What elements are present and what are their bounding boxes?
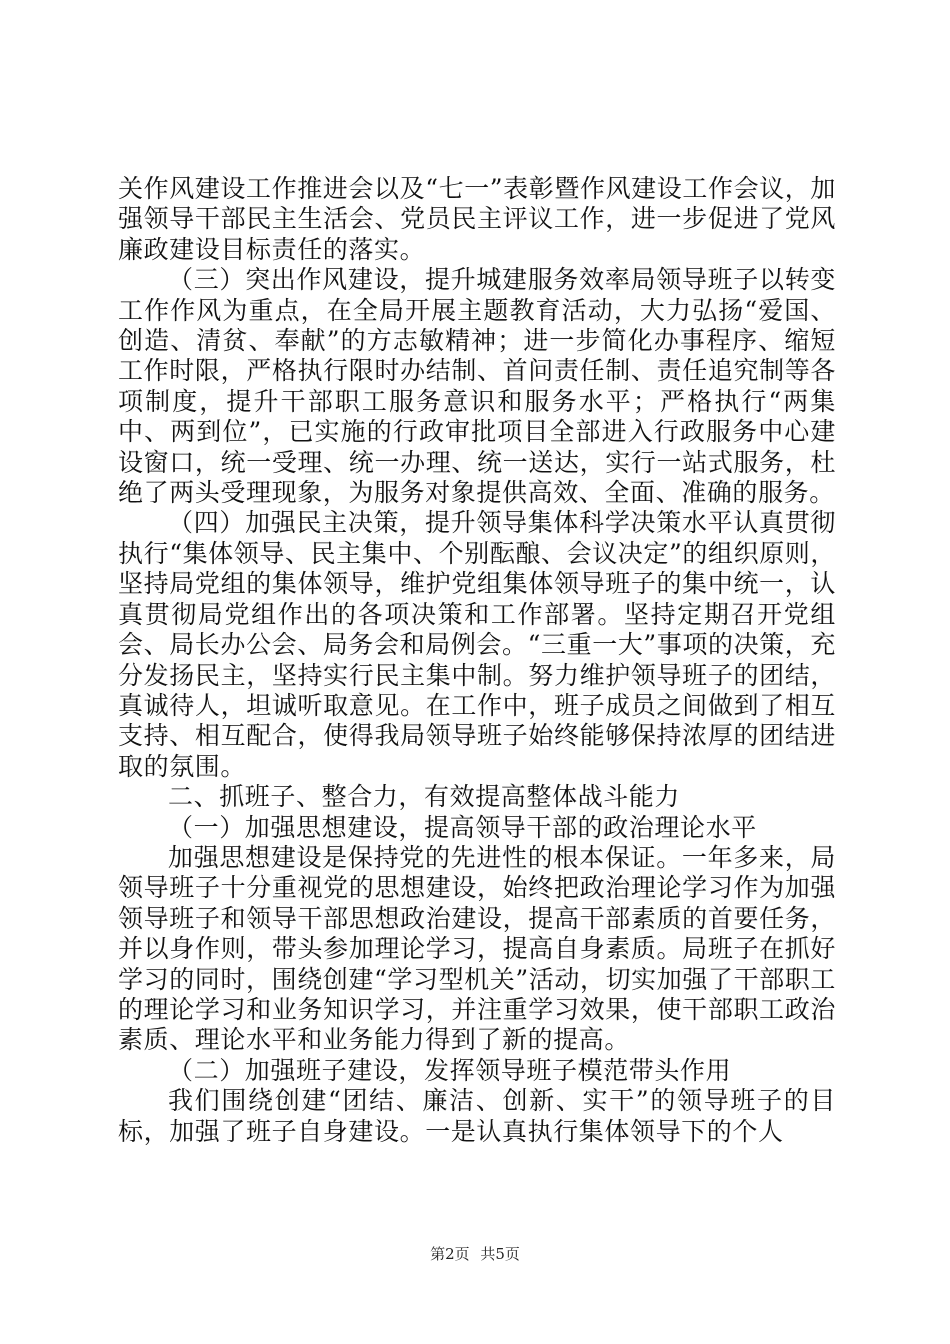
page-total: 共5页 xyxy=(480,1245,520,1263)
subsection-heading-1: （一）加强思想建设，提高领导干部的政治理论水平 xyxy=(168,812,757,842)
subsection-heading-2: （二）加强班子建设，发挥领导班子模范带头作用 xyxy=(168,1055,732,1085)
paragraph-2: （三）突出作风建设，提升城建服务效率局领导班子以转变工作作风为重点，在全局开展主题教育活动，大力弘扬“爱国、创造、清贫、奉献”的方志敏精神；进一步简化办事程序、缩短工作时限，严格执行限时办结制、首问责任制、责任追究制等各项制度，提升干部职工服务意识和服务水平；严格执行“两集中、两到位”，已实施的行政审批项目全部进入行政服务中心建设窗口，统一受理、统一办理、统一送达，实行一站式服务，杜绝了两头受理现象，为服务对象提供高效、全面、准确的服务。 xyxy=(118,265,836,508)
document-body xyxy=(118,174,836,1147)
paragraph-4: 加强思想建设是保持党的先进性的根本保证。一年多来，局领导班子十分重视党的思想建设，始终把政治理论学习作为加强领导班子和领导干部思想政治建设，提高干部素质的首要任务，并以身作则，带头参加理论学习，提高自身素质。局班子在抓好学习的同时，围绕创建“学习型机关”活动，切实加强了干部职工的理论学习和业务知识学习，并注重学习效果，使干部职工政治素质、理论水平和业务能力得到了新的提高。 xyxy=(118,842,836,1055)
page-number: 第2页 xyxy=(430,1245,470,1263)
paragraph-3: （四）加强民主决策，提升领导集体科学决策水平认真贯彻执行“集体领导、民主集中、个别酝酿、会议决定”的组织原则，坚持局党组的集体领导，维护党组集体领导班子的集中统一，认真贯彻局党组作出的各项决策和工作部署。坚持定期召开党组会、局长办公会、局务会和局例会。“三重一大”事项的决策，充分发扬民主，坚持实行民主集中制。努力维护领导班子的团结，真诚待人，坦诚听取意见。在工作中，班子成员之间做到了相互支持、相互配合，使得我局领导班子始终能够保持浓厚的团结进取的氛围。 xyxy=(118,508,836,781)
section-heading-2: 二、抓班子、整合力，有效提高整体战斗能力 xyxy=(168,782,681,812)
page-footer xyxy=(0,1243,950,1264)
paragraph-1: 关作风建设工作推进会以及“七一”表彰暨作风建设工作会议，加强领导干部民主生活会、党员民主评议工作，进一步促进了党风廉政建设目标责任的落实。 xyxy=(118,174,836,264)
paragraph-5: 我们围绕创建“团结、廉洁、创新、实干”的领导班子的目标，加强了班子自身建设。一是认真执行集体领导下的个人 xyxy=(118,1086,836,1146)
